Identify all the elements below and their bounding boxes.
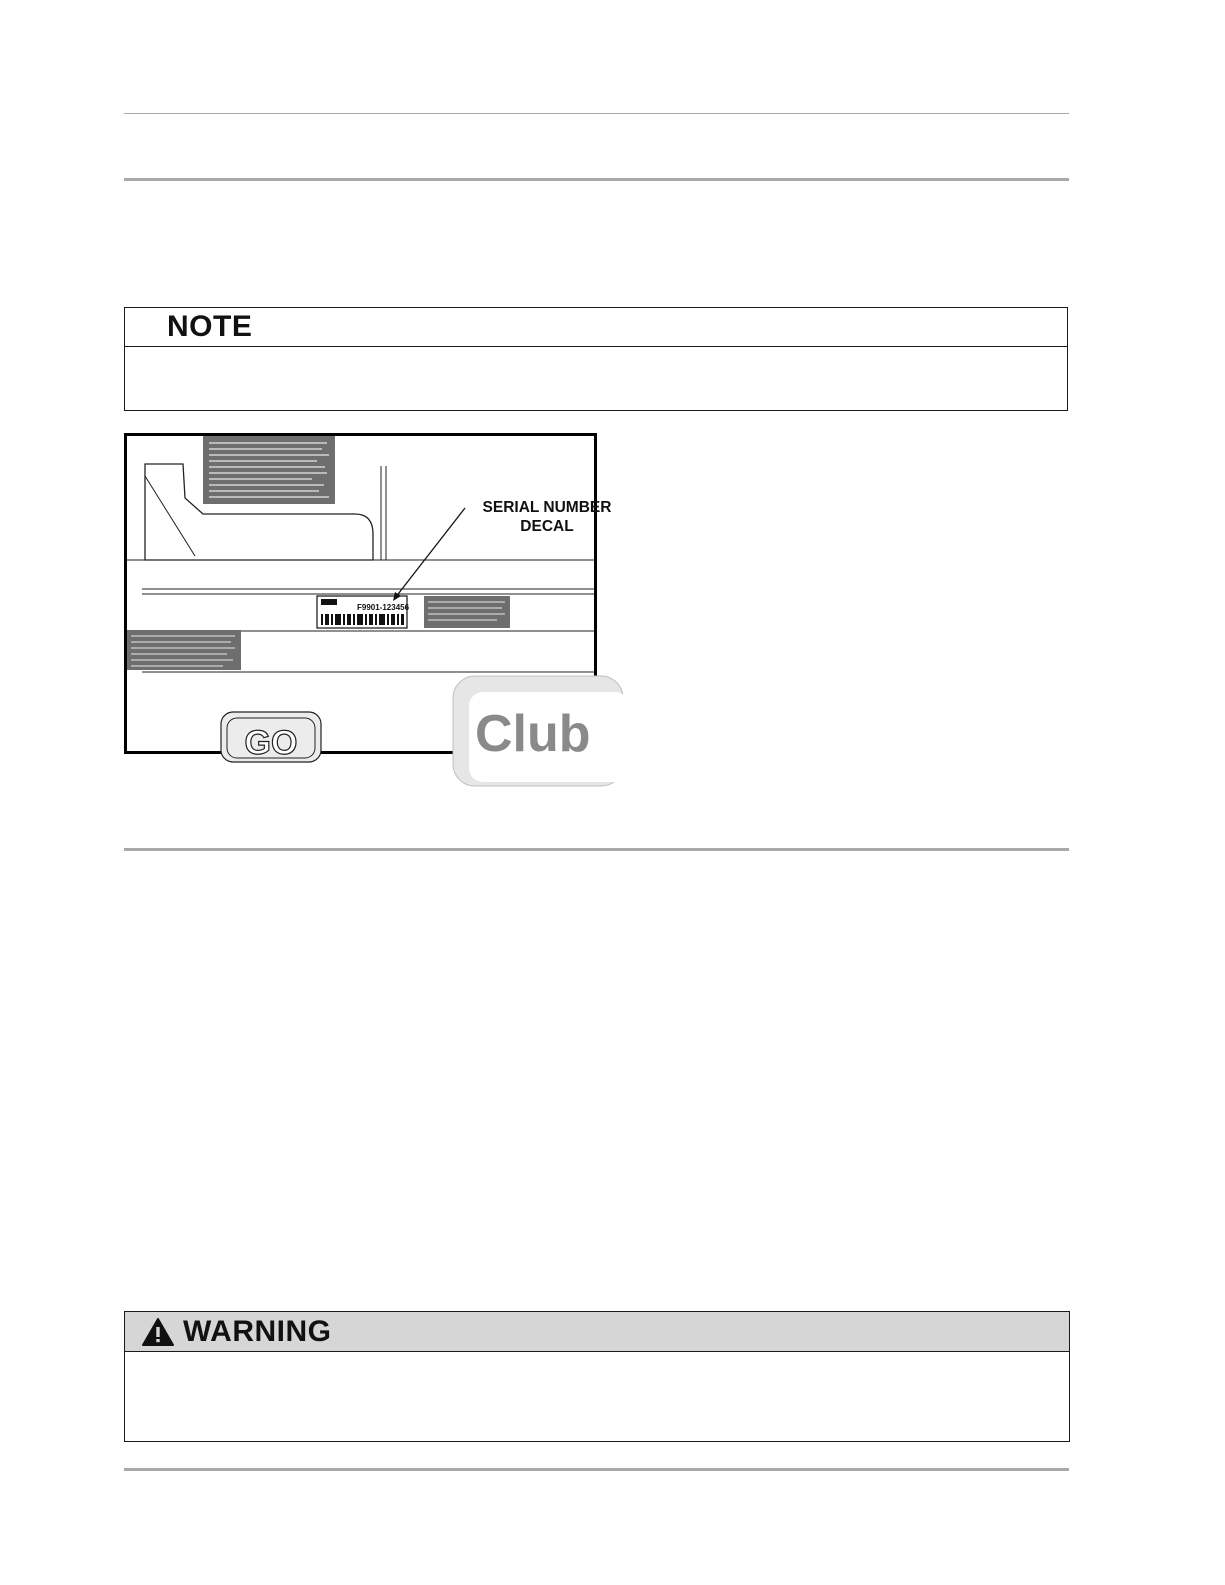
header-rule (124, 113, 1069, 114)
footer-rule (124, 1468, 1069, 1471)
warning-title: WARNING (183, 1314, 332, 1348)
serial-number-callout (472, 498, 622, 536)
serial-number-decal (317, 596, 410, 628)
warning-box (124, 1311, 1070, 1442)
warning-triangle-icon (141, 1317, 175, 1347)
section-rule-top (124, 178, 1069, 181)
vehicle-illustration (127, 436, 594, 763)
club-logo (453, 676, 629, 786)
callout-line-1: SERIAL NUMBER (482, 499, 612, 516)
note-box (124, 307, 1068, 411)
emblem-text: GO (244, 724, 298, 762)
callout-line-2: DECAL (520, 518, 574, 535)
note-header (125, 308, 1067, 347)
section-rule-middle (124, 848, 1069, 851)
logo-text: Club (475, 705, 591, 763)
go-emblem (221, 712, 321, 762)
warning-header (125, 1312, 1069, 1352)
serial-number-text: F9901-123456 (357, 603, 410, 612)
note-title: NOTE (167, 310, 253, 343)
serial-number-decal-figure (124, 433, 612, 763)
